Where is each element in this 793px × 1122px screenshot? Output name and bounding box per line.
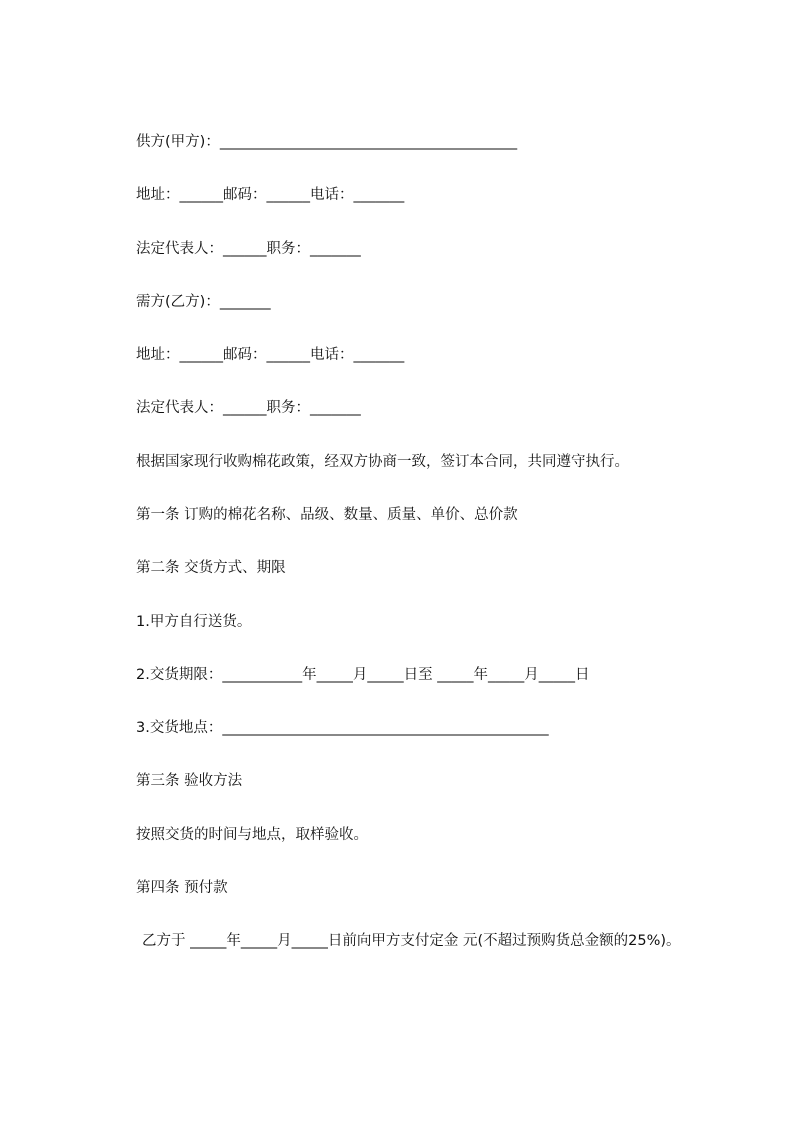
delivery-location-item: 3.交货地点：_____________________________________________ [136, 720, 549, 736]
buyer-party-line: 需方(乙方)：_______ [136, 294, 271, 310]
article-one-heading: 第一条 订购的棉花名称、品级、数量、质量、单价、总价款 [136, 507, 518, 523]
supplier-representative-line: 法定代表人：______职务：_______ [136, 241, 361, 257]
article-four-heading: 第四条 预付款 [136, 880, 228, 896]
supplier-address-line: 地址：______邮码：______电话：_______ [136, 187, 405, 203]
article-three-heading: 第三条 验收方法 [136, 773, 243, 789]
supplier-party-line: 供方(甲方)：_________________________________________ [136, 134, 518, 150]
inspection-method-text: 按照交货的时间与地点，取样验收。 [136, 827, 368, 843]
prepayment-paragraph: 乙方于 _____年_____月_____日前向甲方支付定金 元(不超过预购货总金额的25%)。 [142, 933, 681, 949]
buyer-representative-line: 法定代表人：______职务：_______ [136, 400, 361, 416]
contract-basis-text: 根据国家现行收购棉花政策，经双方协商一致，签订本合同，共同遵守执行。 [136, 454, 629, 470]
delivery-period-item: 2.交货期限：___________年_____月_____日至 _____年_____月_____日 [136, 667, 590, 683]
delivery-method-item: 1.甲方自行送货。 [136, 614, 252, 630]
buyer-address-line: 地址：______邮码：______电话：_______ [136, 347, 405, 363]
article-two-heading: 第二条 交货方式、期限 [136, 560, 286, 576]
